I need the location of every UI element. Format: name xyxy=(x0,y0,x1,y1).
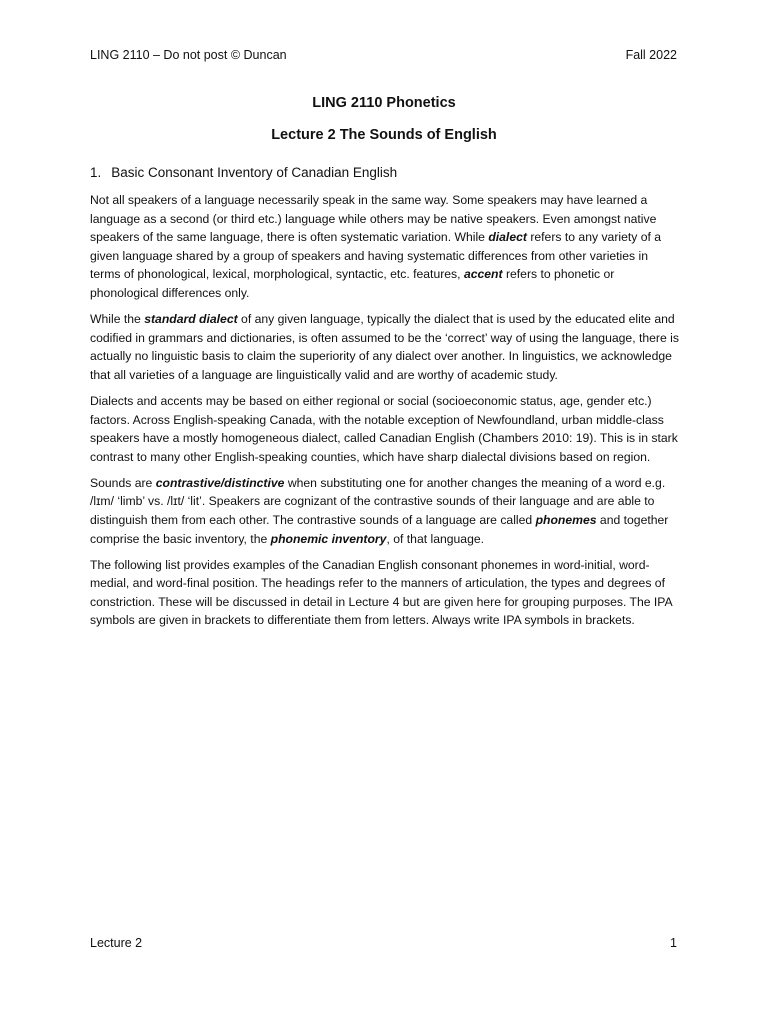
term-phonemes: phonemes xyxy=(535,513,597,527)
paragraph-consonant-list-intro xyxy=(90,556,680,630)
term-contrastive: contrastive/distinctive xyxy=(155,475,285,490)
page-number: 1 xyxy=(670,936,677,950)
footer-lecture-label: Lecture 2 xyxy=(90,936,143,950)
header-term: Fall 2022 xyxy=(625,48,677,62)
paragraph-dialect-accent xyxy=(90,191,680,303)
section-title: Basic Consonant Inventory of Canadian English xyxy=(111,165,398,180)
paragraph-text: Dialects and accents may be based on either regional or social (socioeconomic status, age, gender etc.) factors. Across English-speaking Canada, with the notable exception of Newfoundland, urban middle-class speakers have a mostly homogeneous dialect, called Canadian English (Chambers 2010: 19). This is in stark contrast to many other English-speaking counties, which have sharp dialectal divisions based on region. xyxy=(90,393,678,464)
paragraph-contrastive-sounds xyxy=(90,474,680,548)
term-standard-dialect: standard dialect xyxy=(144,312,238,327)
term-accent: accent xyxy=(463,267,503,282)
paragraph-text: , of that language. xyxy=(386,531,485,546)
paragraph-text: and together comprise the basic inventory, the xyxy=(90,513,669,546)
page-header xyxy=(90,46,677,64)
page-footer xyxy=(90,934,677,952)
paragraph-text: Not all speakers of a language necessarily speak in the same way. Some speakers may have learned a language as a second (or third etc.) language while others may be native speakers. Even amongst native speakers of the same language, there is often systematic variation. While xyxy=(90,193,657,245)
paragraph-text: While the xyxy=(90,312,145,327)
paragraph-text: of any given language, typically the dialect that is used by the educated elite and codified in grammars and dictionaries, is often assumed to be the ‘correct’ way of using the language, there is actually no linguistic basis to claim the superiority of any dialect over another. In linguistics, we acknowledge that all varieties of a language are linguistically valid and are worthy of academic study. xyxy=(90,312,679,382)
body-text xyxy=(90,191,680,638)
paragraph-text: when substituting one for another changes the meaning of a word e.g. /lɪm/ ‘limb’ vs. /lɪt/ ‘lit’. Speakers are cognizant of the contrastive sounds of their language and are able to distinguish them from each other. The contrastive sounds of a language are called xyxy=(90,475,666,527)
lecture-title: Lecture 2 The Sounds of English xyxy=(271,127,497,143)
paragraph-regional-social xyxy=(90,392,680,466)
course-title: LING 2110 Phonetics xyxy=(312,95,456,111)
paragraph-text: refers to phonetic or phonological differences only. xyxy=(90,267,615,300)
paragraph-text: Sounds are xyxy=(90,475,156,490)
header-course-notice: LING 2110 – Do not post © Duncan xyxy=(90,48,287,62)
section-number: 1. xyxy=(90,165,102,180)
paragraph-standard-dialect xyxy=(90,310,680,384)
section-heading xyxy=(90,165,397,180)
paragraph-text: refers to any variety of a given language shared by a group of speakers and having systematic differences from other varieties in terms of phonological, lexical, morphological, syntactic, etc. features, xyxy=(90,230,662,282)
paragraph-text: The following list provides examples of the Canadian English consonant phonemes in word-initial, word-medial, and word-final position. The headings refer to the manners of articulation, the types and degrees of constriction. These will be discussed in detail in Lecture 4 but are given here for grouping purposes. The IPA symbols are given in brackets to differentiate them from letters. Always write IPA symbols in brackets. xyxy=(90,557,672,628)
term-dialect: dialect xyxy=(488,230,527,245)
term-phonemic-inventory: phonemic inventory xyxy=(270,531,387,546)
